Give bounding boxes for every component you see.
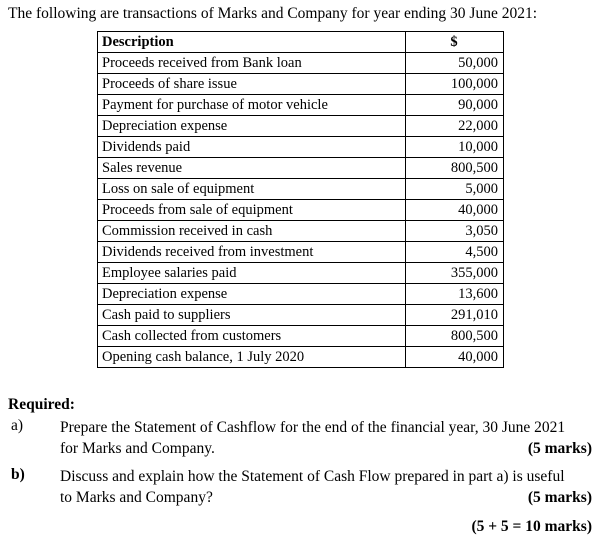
question-b-label: b) [11, 466, 25, 483]
table-row [98, 284, 504, 305]
transactions-table [97, 31, 504, 368]
row-amount: 90,000 [406, 95, 504, 116]
question-b-line-2-wrap [60, 487, 592, 508]
row-description: Employee salaries paid [98, 263, 406, 284]
table-row [98, 263, 504, 284]
row-amount: 13,600 [406, 284, 504, 305]
table-row [98, 347, 504, 368]
row-description: Opening cash balance, 1 July 2020 [98, 347, 406, 368]
total-marks: (5 + 5 = 10 marks) [471, 518, 592, 535]
row-description: Payment for purchase of motor vehicle [98, 95, 406, 116]
question-b-line-1: Discuss and explain how the Statement of Cash Flow prepared in part a) is useful [60, 468, 565, 485]
table-header-row [98, 32, 504, 53]
table-row [98, 221, 504, 242]
question-a-marks: (5 marks) [527, 440, 592, 457]
header-description: Description [98, 32, 406, 53]
table-body [98, 53, 504, 368]
row-description: Proceeds from sale of equipment [98, 200, 406, 221]
row-description: Sales revenue [98, 158, 406, 179]
row-amount: 10,000 [406, 137, 504, 158]
row-amount: 22,000 [406, 116, 504, 137]
required-heading: Required: [8, 396, 75, 413]
question-a-label: a) [11, 417, 24, 434]
table-row [98, 242, 504, 263]
row-amount: 800,500 [406, 326, 504, 347]
question-b-marks: (5 marks) [527, 489, 592, 506]
question-a-text [60, 417, 592, 459]
table-row [98, 95, 504, 116]
question-a-line-1: Prepare the Statement of Cashflow for the end of the financial year, 30 June 2021 [60, 419, 566, 436]
table-row [98, 158, 504, 179]
question-a-line-2-wrap [60, 438, 592, 459]
row-description: Depreciation expense [98, 284, 406, 305]
row-amount: 291,010 [406, 305, 504, 326]
table-row [98, 74, 504, 95]
row-description: Loss on sale of equipment [98, 179, 406, 200]
intro-text: The following are transactions of Marks and Company for year ending 30 June 2021: [8, 5, 538, 22]
row-description: Cash paid to suppliers [98, 305, 406, 326]
row-amount: 40,000 [406, 200, 504, 221]
table-row [98, 53, 504, 74]
header-amount: $ [406, 32, 504, 53]
row-amount: 800,500 [406, 158, 504, 179]
table-row [98, 326, 504, 347]
row-amount: 5,000 [406, 179, 504, 200]
table-row [98, 116, 504, 137]
row-amount: 355,000 [406, 263, 504, 284]
question-b-line-2: to Marks and Company? [60, 489, 213, 506]
row-amount: 3,050 [406, 221, 504, 242]
row-amount: 4,500 [406, 242, 504, 263]
row-description: Commission received in cash [98, 221, 406, 242]
table-row [98, 137, 504, 158]
table-row [98, 305, 504, 326]
table-row [98, 200, 504, 221]
row-amount: 100,000 [406, 74, 504, 95]
row-amount: 40,000 [406, 347, 504, 368]
row-description: Proceeds received from Bank loan [98, 53, 406, 74]
table-row [98, 179, 504, 200]
row-amount: 50,000 [406, 53, 504, 74]
row-description: Dividends paid [98, 137, 406, 158]
question-b-text [60, 466, 592, 508]
row-description: Proceeds of share issue [98, 74, 406, 95]
question-a-line-2: for Marks and Company. [60, 440, 215, 457]
row-description: Dividends received from investment [98, 242, 406, 263]
row-description: Cash collected from customers [98, 326, 406, 347]
row-description: Depreciation expense [98, 116, 406, 137]
